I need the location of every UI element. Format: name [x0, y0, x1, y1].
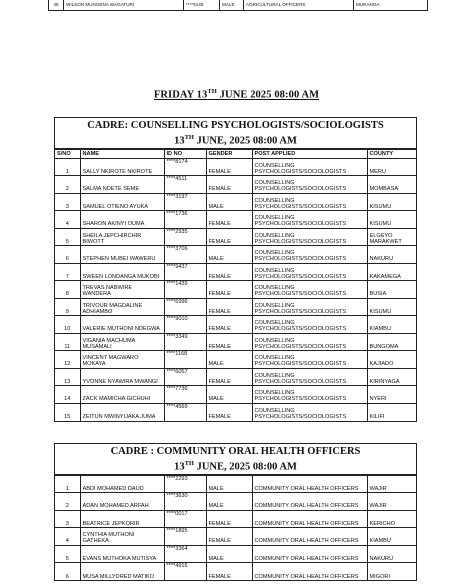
cell-sno: 6	[55, 563, 80, 581]
cell-name: ZACK MAMICHA GICHUHI	[80, 386, 164, 404]
cell-gender: FEMALE	[206, 228, 252, 246]
cell-id: ****3364	[164, 545, 206, 563]
cell-post: COUNSELLING PSYCHOLOGISTS/SOCIOLOGISTS	[252, 386, 367, 404]
cell-post: COUNSELLING PSYCHOLOGISTS/SOCIOLOGISTS	[252, 263, 367, 281]
cell-county: MERU	[367, 158, 416, 176]
cell-county: KISUMU	[367, 298, 416, 316]
previous-table-last-row	[48, 0, 428, 11]
cell-sno: 48	[53, 2, 59, 7]
cadre-header	[55, 118, 416, 149]
cell-sno: 15	[55, 403, 80, 421]
cell-id: ****0017	[164, 510, 206, 528]
cell-id: ****2935	[164, 228, 206, 246]
cell-id: ****9148	[183, 0, 219, 10]
cadre-date: 13TH JUNE, 2025 08:00 AM	[174, 134, 297, 147]
cell-post: COUNSELLING PSYCHOLOGISTS/SOCIOLOGISTS	[252, 281, 367, 299]
cell-id: ****3706	[164, 246, 206, 264]
candidates-table	[55, 475, 416, 581]
cell-sno: 2	[55, 176, 80, 194]
cell-name: SAMUEL OTIENO AYUKA	[80, 193, 164, 211]
cell-county: KAJIADO	[367, 351, 416, 369]
table-row	[55, 545, 416, 563]
cell-id: ****6057	[164, 368, 206, 386]
table-row	[55, 298, 416, 316]
cell-name: SALMA NDETE SEME	[80, 176, 164, 194]
table-row	[55, 246, 416, 264]
cell-gender: FEMALE	[206, 403, 252, 421]
cell-sno: 3	[55, 510, 80, 528]
cell-post: COUNSELLING PSYCHOLOGISTS/SOCIOLOGISTS	[252, 351, 367, 369]
table-row	[55, 193, 416, 211]
cell-county: MIGORI	[367, 563, 416, 581]
cell-sno: 2	[55, 493, 80, 511]
table-row	[55, 211, 416, 229]
cell-name: EVANS MUTHOKA MUTISYA	[80, 545, 164, 563]
cell-county: KIRINYAGA	[367, 368, 416, 386]
cell-county: BUNGOMA	[367, 333, 416, 351]
table-row	[55, 228, 416, 246]
cell-id: ****2293	[164, 475, 206, 493]
cell-county: KIAMBU	[367, 528, 416, 546]
header-post: POST APPLIED	[252, 149, 367, 158]
cell-name: VIGANIA MACHUMA MUSAMALI	[80, 333, 164, 351]
cell-post: COUNSELLING PSYCHOLOGISTS/SOCIOLOGISTS	[252, 176, 367, 194]
cell-sno: 5	[55, 545, 80, 563]
table-row	[55, 368, 416, 386]
cell-name: ABDI MOHAMED DAUD	[80, 475, 164, 493]
cell-post: COUNSELLING PSYCHOLOGISTS/SOCIOLOGISTS	[252, 211, 367, 229]
table-row	[55, 316, 416, 334]
table-row	[55, 403, 416, 421]
cell-sno: 1	[55, 158, 80, 176]
cell-sno: 4	[55, 528, 80, 546]
cell-gender: FEMALE	[206, 281, 252, 299]
table-row	[55, 176, 416, 194]
table-row	[55, 510, 416, 528]
cell-gender: FEMALE	[206, 158, 252, 176]
cell-county: NAKURU	[367, 246, 416, 264]
cell-gender: FEMALE	[206, 316, 252, 334]
cell-gender: FEMALE	[206, 528, 252, 546]
cell-name: SHARON AKINYI OUMA	[80, 211, 164, 229]
header-county: COUNTY	[367, 149, 416, 158]
cell-county: WAJIR	[367, 475, 416, 493]
cell-county: KISUMU	[367, 193, 416, 211]
cell-county: MOMBASA	[367, 176, 416, 194]
cell-id: ****4569	[164, 403, 206, 421]
header-id: ID NO	[164, 149, 206, 158]
table-row	[55, 528, 416, 546]
cadre-date: 13TH JUNE, 2025 08:00 AM	[174, 460, 297, 473]
cell-sno: 14	[55, 386, 80, 404]
cell-name: TREVAS NABWIRE WANDERA	[80, 281, 164, 299]
cell-gender: MALE	[206, 493, 252, 511]
header-gender: GENDER	[206, 149, 252, 158]
cell-county: WAJIR	[367, 493, 416, 511]
cell-gender: MALE	[219, 0, 243, 10]
cell-county: KAKAMEGA	[367, 263, 416, 281]
cell-post: COMMUNITY ORAL HEALTH OFFICERS	[252, 528, 367, 546]
cell-gender: MALE	[206, 246, 252, 264]
cell-name: YVONNE NYAWIRA MWANGI	[80, 368, 164, 386]
table-row	[55, 351, 416, 369]
cell-post: COUNSELLING PSYCHOLOGISTS/SOCIOLOGISTS	[252, 246, 367, 264]
cell-sno: 5	[55, 228, 80, 246]
table-row	[55, 158, 416, 176]
cell-post: COMMUNITY ORAL HEALTH OFFICERS	[252, 510, 367, 528]
cell-county: MURANGA	[353, 0, 429, 10]
cell-id: ****9437	[164, 263, 206, 281]
cell-sno: 4	[55, 211, 80, 229]
cell-gender: MALE	[206, 545, 252, 563]
cell-post: COUNSELLING PSYCHOLOGISTS/SOCIOLOGISTS	[252, 316, 367, 334]
cell-name: WILSON MUNGENA WAGATURI	[63, 0, 183, 10]
cell-id: ****3197	[164, 193, 206, 211]
cell-county: BUSIA	[367, 281, 416, 299]
cell-post: COUNSELLING PSYCHOLOGISTS/SOCIOLOGISTS	[252, 368, 367, 386]
table-row	[55, 493, 416, 511]
cell-id: ****7736	[164, 386, 206, 404]
cell-name: VALERIE MUTHONI NDEGWA	[80, 316, 164, 334]
cadre-section-counselling	[54, 117, 417, 422]
cell-sno: 9	[55, 298, 80, 316]
cell-post: AGRICULTURAL OFFICERS	[243, 0, 353, 10]
cell-name: VINCENT MAGWARO MOKAYA	[80, 351, 164, 369]
cell-gender: FEMALE	[206, 368, 252, 386]
cell-post: COUNSELLING PSYCHOLOGISTS/SOCIOLOGISTS	[252, 228, 367, 246]
cell-name: SALLY NKIROTE NKIROTE	[80, 158, 164, 176]
candidates-table	[55, 149, 416, 421]
table-row	[55, 281, 416, 299]
cell-sno: 7	[55, 263, 80, 281]
cell-name: STEPHEN MUBEI WAWERU	[80, 246, 164, 264]
cell-name: SWEEN LONDANGA MUKOBI	[80, 263, 164, 281]
cell-post: COMMUNITY ORAL HEALTH OFFICERS	[252, 545, 367, 563]
cell-gender: FEMALE	[206, 298, 252, 316]
cell-sno: 11	[55, 333, 80, 351]
table-row	[55, 386, 416, 404]
cell-gender: FEMALE	[206, 333, 252, 351]
cell-id: ****1439	[164, 281, 206, 299]
cell-id: ****3349	[164, 333, 206, 351]
cell-id: ****4511	[164, 176, 206, 194]
cell-post: COMMUNITY ORAL HEALTH OFFICERS	[252, 563, 367, 581]
cell-gender: FEMALE	[206, 563, 252, 581]
cell-id: ****9010	[164, 316, 206, 334]
cell-name: ZEITUN MWINYIJAKA JUMA	[80, 403, 164, 421]
cell-county: ELGEYO MARAKWET	[367, 228, 416, 246]
cell-name: CYNTHIA MUTHONI GATHEKA	[80, 528, 164, 546]
cell-name: SHEILA JEPCHIRCHIR BIWOTT	[80, 228, 164, 246]
cadre-title: CADRE: COUNSELLING PSYCHOLOGISTS/SOCIOLOGISTS	[87, 120, 384, 131]
cell-id: ****8174	[164, 158, 206, 176]
cell-county: NYERI	[367, 386, 416, 404]
cell-post: COUNSELLING PSYCHOLOGISTS/SOCIOLOGISTS	[252, 403, 367, 421]
header-name: NAME	[80, 149, 164, 158]
cell-sno: 13	[55, 368, 80, 386]
cell-post: COUNSELLING PSYCHOLOGISTS/SOCIOLOGISTS	[252, 193, 367, 211]
cell-sno: 1	[55, 475, 80, 493]
cell-gender: MALE	[206, 193, 252, 211]
cell-gender: MALE	[206, 475, 252, 493]
cell-county: NAKURU	[367, 545, 416, 563]
table-row	[55, 263, 416, 281]
cadre-section-oral-health	[54, 443, 417, 581]
cadre-title: CADRE : COMMUNITY ORAL HEALTH OFFICERS	[110, 446, 361, 457]
cell-sno: 3	[55, 193, 80, 211]
cell-name: BEATRICE JEPKORIR	[80, 510, 164, 528]
cell-sno: 6	[55, 246, 80, 264]
cell-id: ****4916	[164, 563, 206, 581]
header-sno: S/NO	[55, 149, 80, 158]
table-header-row	[55, 149, 416, 158]
cell-county: KIAMBU	[367, 316, 416, 334]
cell-post: COMMUNITY ORAL HEALTH OFFICERS	[252, 475, 367, 493]
cell-id: ****1736	[164, 211, 206, 229]
cell-county: KERICHO	[367, 510, 416, 528]
cell-gender: FEMALE	[206, 510, 252, 528]
cell-county: KISUMU	[367, 211, 416, 229]
cell-name: TRIVOUR MAGDALINE ADHIAMBO	[80, 298, 164, 316]
day-heading: FRIDAY 13TH JUNE 2025 08:00 AM	[153, 88, 320, 101]
cell-id: ****1895	[164, 528, 206, 546]
table-row	[55, 475, 416, 493]
cell-sno: 8	[55, 281, 80, 299]
cell-id: ****6996	[164, 298, 206, 316]
cell-id: ****3630	[164, 493, 206, 511]
cell-post: COUNSELLING PSYCHOLOGISTS/SOCIOLOGISTS	[252, 158, 367, 176]
cell-post: COUNSELLING PSYCHOLOGISTS/SOCIOLOGISTS	[252, 333, 367, 351]
cell-id: ****1168	[164, 351, 206, 369]
table-row	[55, 563, 416, 581]
cell-name: ADAN MOHAMED ARFAH	[80, 493, 164, 511]
cell-gender: FEMALE	[206, 176, 252, 194]
cell-gender: MALE	[206, 351, 252, 369]
cell-name: MUSA MILLYDRED MATIKO	[80, 563, 164, 581]
cell-post: COUNSELLING PSYCHOLOGISTS/SOCIOLOGISTS	[252, 298, 367, 316]
table-row	[55, 333, 416, 351]
cell-gender: MALE	[206, 386, 252, 404]
cadre-header	[55, 444, 416, 475]
cell-sno: 10	[55, 316, 80, 334]
cell-gender: FEMALE	[206, 211, 252, 229]
cell-gender: FEMALE	[206, 263, 252, 281]
cell-sno: 12	[55, 351, 80, 369]
cell-post: COMMUNITY ORAL HEALTH OFFICERS	[252, 493, 367, 511]
cell-county: KILIFI	[367, 403, 416, 421]
